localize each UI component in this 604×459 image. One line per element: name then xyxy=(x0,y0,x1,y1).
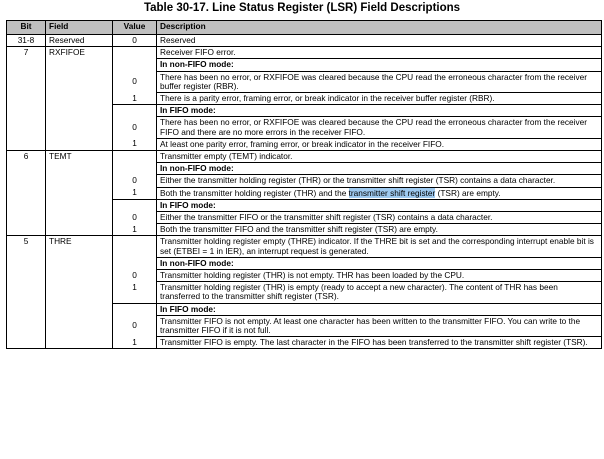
description-cell: Reserved xyxy=(157,35,602,47)
description-cell: There is a parity error, framing error, or break indicator in the receiver buffer register (RBR). xyxy=(157,93,602,105)
description-cell: Either the transmitter holding register (THR) or the transmitter shift register (TSR) contains a data character. xyxy=(157,175,602,187)
mode-label: In non-FIFO mode: xyxy=(157,59,602,71)
description-cell: Transmitter holding register (THR) is not empty. THR has been loaded by the CPU. xyxy=(157,270,602,282)
description-cell: There has been no error, or RXFIFOE was cleared because the CPU read the erroneous character from the receiver buffer register (RBR). xyxy=(157,71,602,92)
bit-cell: 31-8 xyxy=(7,35,46,47)
mode-label: In non-FIFO mode: xyxy=(157,163,602,175)
value-cell: 0 xyxy=(113,71,157,92)
header-bit: Bit xyxy=(7,21,46,35)
description-cell: There has been no error, or RXFIFOE was cleared because the CPU read the erroneous character from the receiver FIFO and there are no more errors in the receiver FIFO. xyxy=(157,117,602,138)
value-cell: 0 xyxy=(113,35,157,47)
table-row xyxy=(7,35,602,47)
bit-cell: 7 xyxy=(7,47,46,151)
description-cell: Transmitter empty (TEMT) indicator. xyxy=(157,151,602,163)
value-cell: 1 xyxy=(113,93,157,105)
bit-cell: 6 xyxy=(7,151,46,236)
description-cell: At least one parity error, framing error, or break indicator in the receiver FIFO. xyxy=(157,138,602,150)
header-description: Description xyxy=(157,21,602,35)
header-value: Value xyxy=(113,21,157,35)
mode-label: In FIFO mode: xyxy=(157,303,602,315)
mode-label: In non-FIFO mode: xyxy=(157,257,602,269)
field-cell: Reserved xyxy=(46,35,113,47)
mode-label: In FIFO mode: xyxy=(157,199,602,211)
description-cell xyxy=(157,187,602,199)
value-cell: 0 xyxy=(113,315,157,336)
value-cell: 1 xyxy=(113,224,157,236)
description-text: (TSR) are empty. xyxy=(435,187,501,198)
value-cell: 1 xyxy=(113,282,157,303)
description-cell: Transmitter holding register (THR) is empty (ready to accept a new character). The content of THR has been transferred to the transmitter shift register (TSR). xyxy=(157,282,602,303)
description-cell: Either the transmitter FIFO or the transmitter shift register (TSR) contains a data character. xyxy=(157,212,602,224)
table-caption: Table 30-17. Line Status Register (LSR) Field Descriptions xyxy=(143,2,461,14)
description-text: Both the transmitter holding register (THR) and the xyxy=(160,187,349,198)
field-cell: TEMT xyxy=(46,151,113,236)
value-cell: 0 xyxy=(113,270,157,282)
value-cell: 1 xyxy=(113,187,157,199)
value-cell: 0 xyxy=(113,117,157,138)
mode-label: In FIFO mode: xyxy=(157,105,602,117)
text-selection-highlight: transmitter shift register xyxy=(348,187,436,198)
lsr-field-table xyxy=(6,20,602,349)
value-cell: 0 xyxy=(113,175,157,187)
description-cell: Transmitter holding register empty (THRE) indicator. If the THRE bit is set and the corresponding interrupt enable bit is set (ETBEI = 1 in IER), an interrupt request is generated. xyxy=(157,236,602,257)
table-row xyxy=(7,151,602,163)
header-field: Field xyxy=(46,21,113,35)
table-header-row xyxy=(7,21,602,35)
value-cell: 0 xyxy=(113,212,157,224)
bit-cell: 5 xyxy=(7,236,46,349)
value-cell: 1 xyxy=(113,337,157,349)
description-cell: Receiver FIFO error. xyxy=(157,47,602,59)
description-cell: Transmitter FIFO is not empty. At least one character has been written to the transmitter FIFO. You can write to the transmitter FIFO if it is not full. xyxy=(157,315,602,336)
value-cell: 1 xyxy=(113,138,157,150)
description-cell: Transmitter FIFO is empty. The last character in the FIFO has been transferred to the transmitter shift register (TSR). xyxy=(157,337,602,349)
description-cell: Both the transmitter FIFO and the transmitter shift register (TSR) are empty. xyxy=(157,224,602,236)
table-row xyxy=(7,236,602,257)
field-cell: THRE xyxy=(46,236,113,349)
table-row xyxy=(7,47,602,59)
field-cell: RXFIFOE xyxy=(46,47,113,151)
